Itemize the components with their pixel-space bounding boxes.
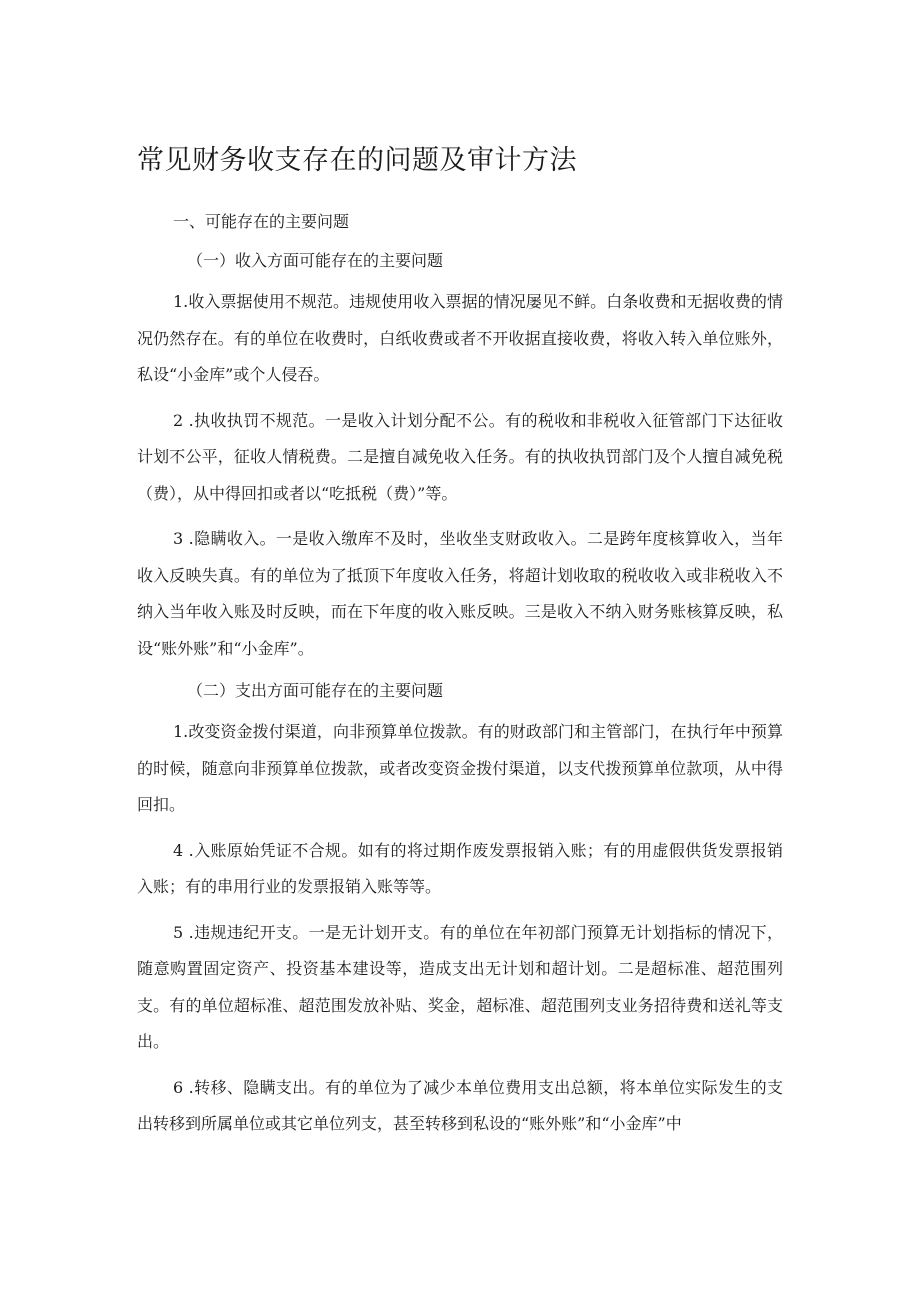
- paragraph: 4 .入账原始凭证不合规。如有的将过期作废发票报销入账；有的用虚假供货发票报销入账；有的串用行业的发票报销入账等等。: [137, 840, 783, 896]
- paragraph: 1.收入票据使用不规范。违规使用收入票据的情况屡见不鲜。白条收费和无据收费的情况仍然存在。有的单位在收费时，白纸收费或者不开收据直接收费，将收入转入单位账外，私设“小金库”或个人侵吞。: [137, 292, 783, 384]
- section-heading: 一、可能存在的主要问题: [173, 212, 350, 231]
- subsection-heading-income: （一）收入方面可能存在的主要问题: [187, 251, 444, 270]
- paragraph: 2 .执收执罚不规范。一是收入计划分配不公。有的税收和非税收入征管部门下达征收计划不公平，征收人情税费。二是擅自减免收入任务。有的执收执罚部门及个人擅自减免税（费），从中得回扣或者以“吃抵税（费）”等。: [137, 410, 783, 503]
- document-body: [137, 207, 783, 1143]
- subsection-heading-expenditure: （二）支出方面可能存在的主要问题: [187, 681, 444, 700]
- paragraph: 6 .转移、隐瞒支出。有的单位为了减少本单位费用支出总额，将本单位实际发生的支出转移到所属单位或其它单位列支，甚至转移到私设的“账外账”和“小金库”中: [137, 1077, 783, 1133]
- paragraph: 3 .隐瞒收入。一是收入缴库不及时，坐收坐支财政收入。二是跨年度核算收入，当年收入反映失真。有的单位为了抵顶下年度收入任务，将超计划收取的税收收入或非税收入不纳入当年收入账及时反映，而在下年度的收入账反映。三是收入不纳入财务账核算反映，私设“账外账”和“小金库”。: [137, 529, 783, 658]
- paragraph: 5 .违规违纪开支。一是无计划开支。有的单位在年初部门预算无计划指标的情况下，随意购置固定资产、投资基本建设等，造成支出无计划和超计划。二是超标准、超范围列支。有的单位超标准、超范围发放补贴、奖金，超标准、超范围列支业务招待费和送礼等支出。: [137, 922, 783, 1051]
- paragraph: 1.改变资金拨付渠道，向非预算单位拨款。有的财政部门和主管部门，在执行年中预算的时候，随意向非预算单位拨款，或者改变资金拨付渠道，以支代拨预算单位款项，从中得回扣。: [137, 722, 783, 814]
- document-title: 常见财务收支存在的问题及审计方法: [137, 145, 577, 176]
